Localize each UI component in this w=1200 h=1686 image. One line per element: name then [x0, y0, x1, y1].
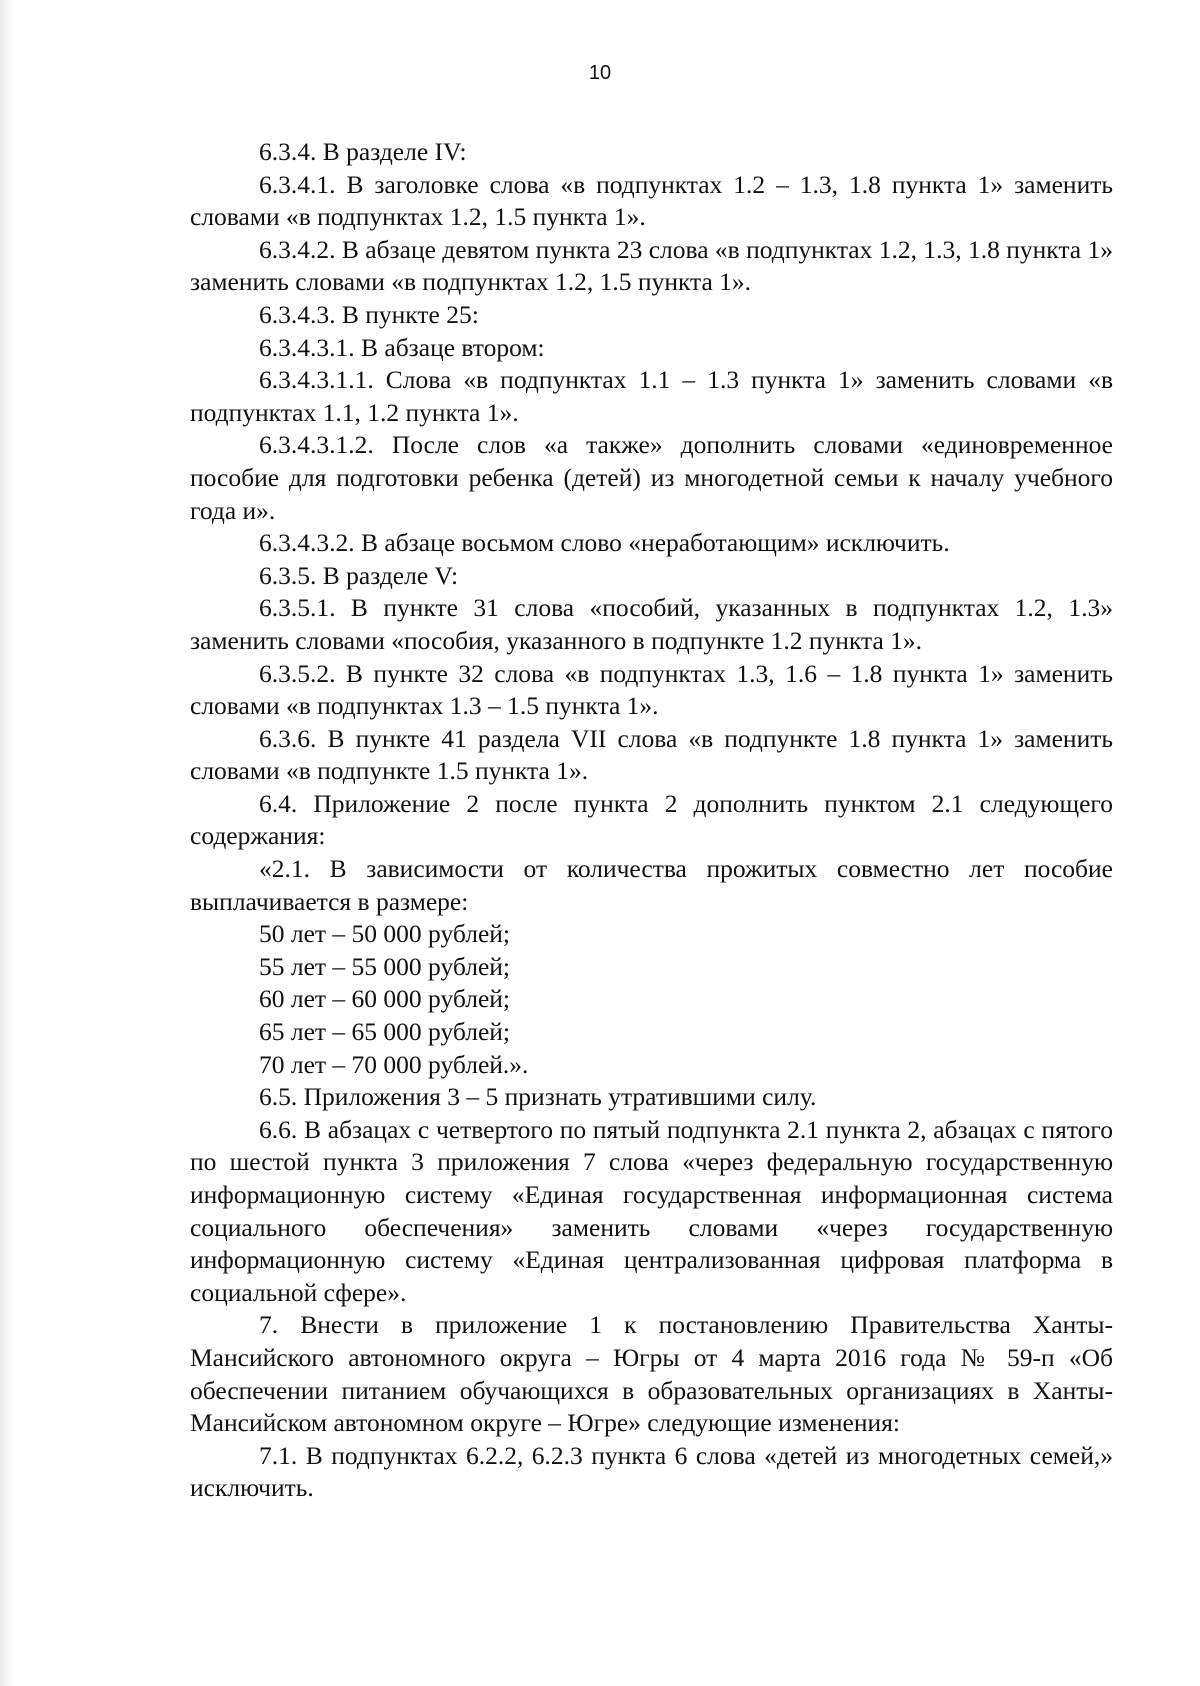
- paragraph-6-3-5: 6.3.5. В разделе V:: [259, 560, 459, 590]
- paragraph-6-5: 6.5. Приложения 3 – 5 признать утратившими силу.: [259, 1082, 817, 1112]
- paragraph-6-3-5-2: 6.3.5.2. В пункте 32 слова «в подпунктах 1.3, 1.6 – 1.8 пункта 1» заменить словами «в подпунктах 1.3 – 1.5 пункта 1».: [190, 658, 1113, 721]
- paragraph-6-3-4: 6.3.4. В разделе IV:: [259, 137, 467, 166]
- paragraph-6-3-4-3-1-1: 6.3.4.3.1.1. Слова «в подпунктах 1.1 – 1.3 пункта 1» заменить словами «в подпунктах 1.1, 1.2 пункта 1».: [190, 365, 1113, 427]
- paragraph-2-1-quote: «2.1. В зависимости от количества прожитых совместно лет пособие выплачивается в размере:: [190, 854, 1113, 916]
- paragraph-6-3-4-1: 6.3.4.1. В заголовке слова «в подпунктах 1.2 – 1.3, 1.8 пункта 1» заменить словами «в подпунктах 1.2, 1.5 пункта 1».: [190, 169, 1113, 232]
- paragraph-6-3-4-3-1-2: 6.3.4.3.1.2. После слов «а также» дополнить словами «единовременное пособие для подготовки ребенка (детей) из многодетной семьи к началу учебного года и».: [190, 430, 1113, 525]
- list-item-60: 60 лет – 60 000 рублей;: [259, 984, 511, 1014]
- paragraph-6-3-4-3-2: 6.3.4.3.2. В абзаце восьмом слово «неработающим» исключить.: [259, 528, 950, 558]
- scan-edge: [0, 0, 14, 1686]
- page-number: 10: [588, 62, 612, 84]
- paragraph-7: 7. Внести в приложение 1 к постановлению Правительства Ханты-Мансийского автономного округа – Югры от 4 марта 2016 года № 59-п «Об обеспечении питанием обучающихся в образовательных организациях в Ханты-Мансийском автономном округе – Югре» следующие изменения:: [190, 1310, 1113, 1438]
- paragraph-6-3-5-1: 6.3.5.1. В пункте 31 слова «пособий, указанных в подпунктах 1.2, 1.3» заменить словами «пособия, указанного в подпункте 1.2 пункта 1».: [190, 593, 1113, 655]
- list-item-70: 70 лет – 70 000 рублей.».: [259, 1049, 529, 1079]
- list-item-65: 65 лет – 65 000 рублей;: [259, 1017, 511, 1047]
- paragraph-6-3-4-3-1: 6.3.4.3.1. В абзаце втором:: [259, 332, 545, 362]
- paragraph-6-3-6: 6.3.6. В пункте 41 раздела VII слова «в подпункте 1.8 пункта 1» заменить словами «в подпункте 1.5 пункта 1».: [190, 723, 1113, 786]
- paragraph-6-4: 6.4. Приложение 2 после пункта 2 дополнить пунктом 2.1 следующего содержания:: [190, 788, 1113, 851]
- document-body: [190, 136, 1113, 1505]
- list-item-50: 50 лет – 50 000 рублей;: [259, 919, 511, 949]
- paragraph-6-6: 6.6. В абзацах с четвертого по пятый подпункта 2.1 пункта 2, абзацах с пятого по шестой пункта 3 приложения 7 слова «через федеральную государственную информационную систему «Единая государственная информационная система социального обеспечения» заменить словами «через государственную информационную систему «Единая централизованная цифровая платформа в социальной сфере».: [190, 1114, 1113, 1307]
- paragraph-7-1: 7.1. В подпунктах 6.2.2, 6.2.3 пункта 6 слова «детей из многодетных семей,» исключить.: [190, 1440, 1113, 1503]
- list-item-55: 55 лет – 55 000 рублей;: [259, 951, 511, 981]
- paragraph-6-3-4-3: 6.3.4.3. В пункте 25:: [259, 299, 479, 329]
- paragraph-6-3-4-2: 6.3.4.2. В абзаце девятом пункта 23 слова «в подпунктах 1.2, 1.3, 1.8 пункта 1» заменить словами «в подпунктах 1.2, 1.5 пункта 1».: [190, 234, 1113, 297]
